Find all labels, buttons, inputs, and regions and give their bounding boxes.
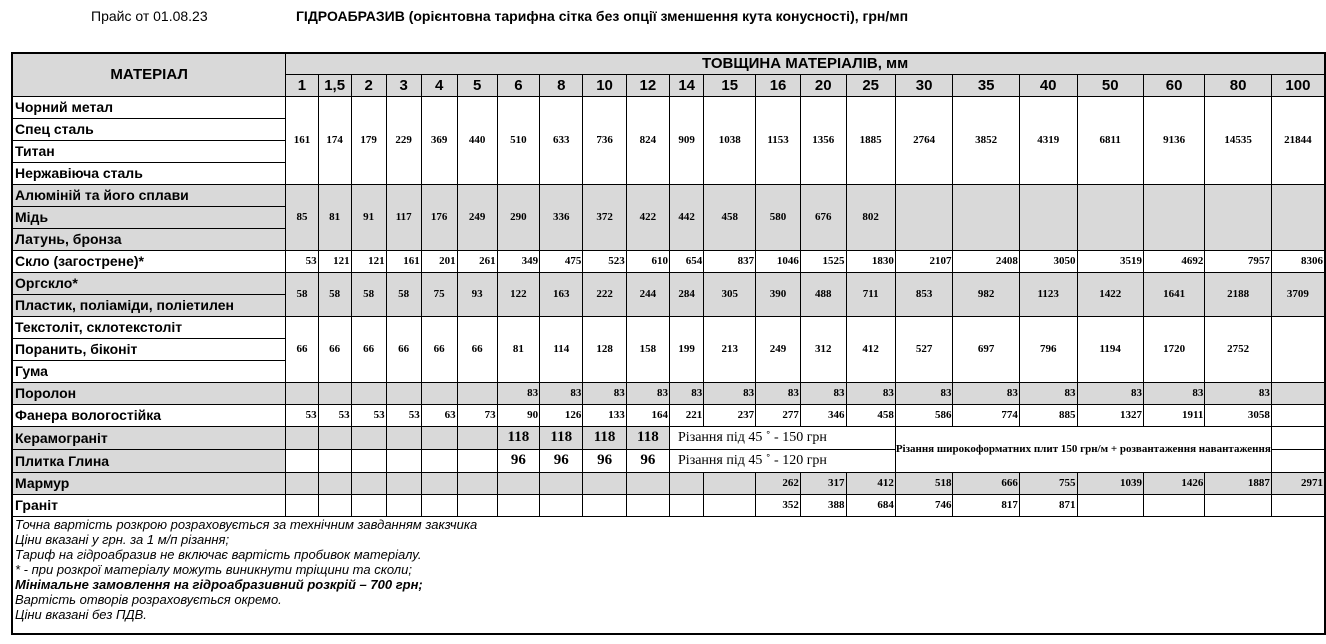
price-cell: [1205, 184, 1271, 250]
thickness-value: 16: [756, 74, 801, 96]
price-cell: 388: [800, 494, 846, 516]
thickness-value: 25: [846, 74, 895, 96]
material-name: Пластик, поліаміди, поліетилен: [12, 294, 286, 316]
price-cell: 122: [497, 272, 539, 316]
price-cell: [286, 382, 318, 404]
price-cell: 81: [497, 316, 539, 382]
note-line: Ціни вказані без ПДВ.: [15, 606, 147, 622]
price-cell: 837: [704, 250, 756, 272]
price-cell: 458: [846, 404, 895, 426]
price-cell: 6811: [1077, 96, 1143, 184]
price-cell: 261: [457, 250, 497, 272]
note-line: Тариф на гідроабразив не включає вартість пробивок матеріалу.: [15, 546, 422, 562]
price-cell: 163: [540, 272, 583, 316]
thickness-value: 35: [953, 74, 1019, 96]
price-cell: 7957: [1205, 250, 1271, 272]
price-cell: [540, 472, 583, 494]
price-cell: 369: [421, 96, 457, 184]
price-cell: 53: [318, 404, 351, 426]
price-cell: 63: [421, 404, 457, 426]
price-cell: 229: [386, 96, 421, 184]
page-title: ГІДРОАБРАЗИВ (орієнтовна тарифна сітка без опції зменшення кута конусності), грн/мп: [296, 8, 909, 24]
price-cell: [1271, 382, 1325, 404]
price-cell: [583, 494, 626, 516]
price-cell: 1720: [1143, 316, 1204, 382]
price-cell: 1039: [1077, 472, 1143, 494]
price-cell: 83: [1077, 382, 1143, 404]
price-cell: 390: [756, 272, 801, 316]
material-name: Нержавіюча сталь: [12, 162, 286, 184]
price-cell: 121: [318, 250, 351, 272]
price-cell: 83: [497, 382, 539, 404]
price-cell: 3050: [1019, 250, 1077, 272]
price-cell: 3852: [953, 96, 1019, 184]
price-cell: [1271, 316, 1325, 382]
price-cell: 66: [286, 316, 318, 382]
price-date: Прайс от 01.08.23: [91, 8, 208, 24]
notes-block: [12, 516, 1325, 634]
price-cell: 580: [756, 184, 801, 250]
price-cell: 14535: [1205, 96, 1271, 184]
material-header: МАТЕРІАЛ: [12, 53, 286, 96]
price-cell: 126: [540, 404, 583, 426]
price-cell: 1422: [1077, 272, 1143, 316]
price-cell: 133: [583, 404, 626, 426]
price-cell: 523: [583, 250, 626, 272]
price-cell: 440: [457, 96, 497, 184]
price-cell: [457, 494, 497, 516]
price-cell: [583, 472, 626, 494]
price-cell: [286, 494, 318, 516]
price-cell: 372: [583, 184, 626, 250]
price-cell: [457, 449, 497, 472]
price-cell: [386, 494, 421, 516]
price-cell: [386, 472, 421, 494]
price-cell: 4319: [1019, 96, 1077, 184]
price-cell: 66: [457, 316, 497, 382]
price-cell: 633: [540, 96, 583, 184]
material-name: Текстоліт, склотекстоліт: [12, 316, 286, 338]
thickness-value: 5: [457, 74, 497, 96]
price-cell: 83: [953, 382, 1019, 404]
material-name: Керамограніт: [12, 426, 286, 449]
price-cell: [704, 472, 756, 494]
price-cell: [1077, 184, 1143, 250]
price-cell: [351, 472, 386, 494]
price-cell: [497, 494, 539, 516]
angle-cut-note: Різання під 45 ˚ - 120 грн: [670, 449, 896, 472]
note-line: Мінімальне замовлення на гідроабразивний розкрій – 700 грн;: [15, 576, 423, 592]
price-cell: [1019, 184, 1077, 250]
price-cell: 290: [497, 184, 539, 250]
price-cell: 676: [800, 184, 846, 250]
price-cell: 222: [583, 272, 626, 316]
price-cell: 213: [704, 316, 756, 382]
material-name: Мідь: [12, 206, 286, 228]
price-cell: 201: [421, 250, 457, 272]
note-line: Ціни вказані у грн. за 1 м/п різання;: [15, 531, 230, 547]
price-cell: [318, 472, 351, 494]
price-cell: [421, 494, 457, 516]
price-cell: [286, 472, 318, 494]
price-cell: [1271, 449, 1325, 472]
thickness-value: 40: [1019, 74, 1077, 96]
price-cell: 1426: [1143, 472, 1204, 494]
material-name: Чорний метал: [12, 96, 286, 118]
price-cell: 85: [286, 184, 318, 250]
price-cell: 2752: [1205, 316, 1271, 382]
price-cell: 176: [421, 184, 457, 250]
price-cell: 2107: [895, 250, 953, 272]
thickness-value: 100: [1271, 74, 1325, 96]
material-name: Гума: [12, 360, 286, 382]
thickness-header: ТОВЩИНА МАТЕРІАЛІВ, мм: [286, 53, 1325, 74]
price-cell: [351, 426, 386, 449]
price-cell: 83: [800, 382, 846, 404]
thickness-value: 20: [800, 74, 846, 96]
price-cell: 277: [756, 404, 801, 426]
price-cell: 1525: [800, 250, 846, 272]
price-cell: 83: [756, 382, 801, 404]
price-cell: 349: [497, 250, 539, 272]
note-line: * - при розкрої матеріалу можуть виникнути тріщини та сколи;: [15, 561, 412, 577]
price-cell: 53: [386, 404, 421, 426]
price-cell: [318, 382, 351, 404]
price-cell: 586: [895, 404, 953, 426]
price-cell: 1153: [756, 96, 801, 184]
thickness-value: 1,5: [318, 74, 351, 96]
price-cell: 3058: [1205, 404, 1271, 426]
thickness-value: 80: [1205, 74, 1271, 96]
price-cell: [1205, 494, 1271, 516]
price-cell: 58: [351, 272, 386, 316]
price-cell: 118: [497, 426, 539, 449]
price-cell: 158: [626, 316, 669, 382]
material-name: Оргскло*: [12, 272, 286, 294]
wide-slab-note: Різання широкоформатних плит 150 грн/м + розвантаження навантаження: [895, 426, 1271, 472]
price-cell: 802: [846, 184, 895, 250]
price-cell: 1038: [704, 96, 756, 184]
price-cell: 83: [540, 382, 583, 404]
price-cell: 1046: [756, 250, 801, 272]
price-cell: 824: [626, 96, 669, 184]
price-cell: 237: [704, 404, 756, 426]
price-cell: 475: [540, 250, 583, 272]
price-cell: 774: [953, 404, 1019, 426]
price-cell: [351, 449, 386, 472]
price-cell: 96: [626, 449, 669, 472]
price-cell: 117: [386, 184, 421, 250]
price-cell: 83: [583, 382, 626, 404]
price-cell: [1271, 404, 1325, 426]
price-cell: 697: [953, 316, 1019, 382]
price-cell: 58: [386, 272, 421, 316]
price-cell: 352: [756, 494, 801, 516]
thickness-value: 12: [626, 74, 669, 96]
note-line: Вартість отворів розраховується окремо.: [15, 591, 282, 607]
thickness-value: 3: [386, 74, 421, 96]
price-cell: [1271, 494, 1325, 516]
price-cell: 871: [1019, 494, 1077, 516]
price-cell: 2408: [953, 250, 1019, 272]
price-cell: 199: [670, 316, 704, 382]
price-cell: 346: [800, 404, 846, 426]
thickness-value: 2: [351, 74, 386, 96]
price-cell: 174: [318, 96, 351, 184]
price-cell: 909: [670, 96, 704, 184]
price-cell: 83: [846, 382, 895, 404]
price-cell: [421, 472, 457, 494]
material-name: Спец сталь: [12, 118, 286, 140]
price-cell: 83: [704, 382, 756, 404]
price-cell: 81: [318, 184, 351, 250]
price-cell: 161: [286, 96, 318, 184]
price-cell: 83: [1019, 382, 1077, 404]
price-cell: 244: [626, 272, 669, 316]
price-cell: [895, 184, 953, 250]
price-cell: [1271, 184, 1325, 250]
price-cell: 610: [626, 250, 669, 272]
price-cell: 1356: [800, 96, 846, 184]
price-cell: [351, 494, 386, 516]
price-cell: [540, 494, 583, 516]
material-name: Плитка Глина: [12, 449, 286, 472]
price-cell: [318, 494, 351, 516]
angle-cut-note: Різання під 45 ˚ - 150 грн: [670, 426, 896, 449]
price-cell: [318, 426, 351, 449]
price-cell: 53: [351, 404, 386, 426]
price-cell: 96: [497, 449, 539, 472]
price-cell: 58: [318, 272, 351, 316]
price-cell: 9136: [1143, 96, 1204, 184]
price-cell: 312: [800, 316, 846, 382]
price-cell: 684: [846, 494, 895, 516]
material-name: Фанера вологостійка: [12, 404, 286, 426]
price-cell: [670, 494, 704, 516]
price-cell: [497, 472, 539, 494]
price-cell: 1194: [1077, 316, 1143, 382]
price-cell: 249: [756, 316, 801, 382]
price-cell: [421, 382, 457, 404]
price-table: [11, 52, 1326, 635]
price-cell: 93: [457, 272, 497, 316]
price-cell: [351, 382, 386, 404]
price-cell: 654: [670, 250, 704, 272]
price-cell: [421, 449, 457, 472]
note-line: Точна вартість розкрою розраховується за технічним завданням закзчика: [15, 516, 478, 532]
price-cell: 83: [1143, 382, 1204, 404]
thickness-value: 60: [1143, 74, 1204, 96]
thickness-value: 4: [421, 74, 457, 96]
price-cell: 96: [583, 449, 626, 472]
price-cell: 8306: [1271, 250, 1325, 272]
price-cell: [386, 382, 421, 404]
price-cell: 422: [626, 184, 669, 250]
price-cell: 83: [626, 382, 669, 404]
price-cell: 66: [421, 316, 457, 382]
material-name: Граніт: [12, 494, 286, 516]
price-cell: 755: [1019, 472, 1077, 494]
price-cell: 73: [457, 404, 497, 426]
thickness-value: 30: [895, 74, 953, 96]
thickness-value: 1: [286, 74, 318, 96]
price-cell: 666: [953, 472, 1019, 494]
price-cell: 2971: [1271, 472, 1325, 494]
material-name: Латунь, бронза: [12, 228, 286, 250]
thickness-value: 10: [583, 74, 626, 96]
material-name: Поролон: [12, 382, 286, 404]
price-cell: 66: [318, 316, 351, 382]
price-cell: 121: [351, 250, 386, 272]
price-cell: 53: [286, 250, 318, 272]
price-cell: 249: [457, 184, 497, 250]
material-name: Алюміній та його сплави: [12, 184, 286, 206]
price-cell: [626, 472, 669, 494]
price-cell: 2764: [895, 96, 953, 184]
thickness-value: 14: [670, 74, 704, 96]
price-cell: 817: [953, 494, 1019, 516]
material-name: Мармур: [12, 472, 286, 494]
price-cell: [457, 472, 497, 494]
price-cell: 518: [895, 472, 953, 494]
price-cell: [704, 494, 756, 516]
price-cell: [1143, 494, 1204, 516]
price-cell: 75: [421, 272, 457, 316]
material-name: Титан: [12, 140, 286, 162]
price-cell: 83: [895, 382, 953, 404]
price-cell: 1327: [1077, 404, 1143, 426]
price-cell: [457, 382, 497, 404]
price-cell: 2188: [1205, 272, 1271, 316]
price-cell: 4692: [1143, 250, 1204, 272]
price-cell: 3709: [1271, 272, 1325, 316]
price-cell: 336: [540, 184, 583, 250]
price-cell: 53: [286, 404, 318, 426]
price-cell: 510: [497, 96, 539, 184]
price-cell: 90: [497, 404, 539, 426]
price-cell: 412: [846, 472, 895, 494]
price-cell: 796: [1019, 316, 1077, 382]
price-cell: 91: [351, 184, 386, 250]
price-cell: 21844: [1271, 96, 1325, 184]
price-cell: [626, 494, 669, 516]
price-cell: 711: [846, 272, 895, 316]
price-cell: 262: [756, 472, 801, 494]
price-cell: 1887: [1205, 472, 1271, 494]
price-cell: 527: [895, 316, 953, 382]
price-cell: 66: [386, 316, 421, 382]
price-cell: 305: [704, 272, 756, 316]
price-cell: 58: [286, 272, 318, 316]
material-name: Поранить, біконіт: [12, 338, 286, 360]
price-cell: 736: [583, 96, 626, 184]
price-cell: [286, 426, 318, 449]
price-cell: 179: [351, 96, 386, 184]
price-cell: [386, 426, 421, 449]
price-cell: 885: [1019, 404, 1077, 426]
price-cell: 114: [540, 316, 583, 382]
price-cell: 3519: [1077, 250, 1143, 272]
price-cell: [421, 426, 457, 449]
price-cell: 128: [583, 316, 626, 382]
thickness-value: 6: [497, 74, 539, 96]
price-cell: 488: [800, 272, 846, 316]
price-cell: 1830: [846, 250, 895, 272]
price-cell: 1885: [846, 96, 895, 184]
price-cell: [286, 449, 318, 472]
price-cell: 1911: [1143, 404, 1204, 426]
price-cell: [318, 449, 351, 472]
price-cell: 83: [670, 382, 704, 404]
price-cell: 83: [1205, 382, 1271, 404]
price-cell: [386, 449, 421, 472]
price-cell: 853: [895, 272, 953, 316]
price-cell: 284: [670, 272, 704, 316]
price-cell: 1641: [1143, 272, 1204, 316]
price-cell: 412: [846, 316, 895, 382]
price-cell: 442: [670, 184, 704, 250]
price-cell: 1123: [1019, 272, 1077, 316]
price-cell: 164: [626, 404, 669, 426]
price-cell: [1271, 426, 1325, 449]
thickness-value: 50: [1077, 74, 1143, 96]
price-cell: 66: [351, 316, 386, 382]
thickness-value: 8: [540, 74, 583, 96]
price-cell: 982: [953, 272, 1019, 316]
price-cell: 458: [704, 184, 756, 250]
price-cell: [953, 184, 1019, 250]
price-cell: 118: [540, 426, 583, 449]
price-cell: [670, 472, 704, 494]
thickness-value: 15: [704, 74, 756, 96]
price-cell: 317: [800, 472, 846, 494]
price-cell: 118: [626, 426, 669, 449]
price-cell: 746: [895, 494, 953, 516]
price-cell: [1143, 184, 1204, 250]
price-cell: 161: [386, 250, 421, 272]
material-name: Скло (загострене)*: [12, 250, 286, 272]
price-cell: [1077, 494, 1143, 516]
price-cell: [457, 426, 497, 449]
price-cell: 118: [583, 426, 626, 449]
price-cell: 221: [670, 404, 704, 426]
price-cell: 96: [540, 449, 583, 472]
